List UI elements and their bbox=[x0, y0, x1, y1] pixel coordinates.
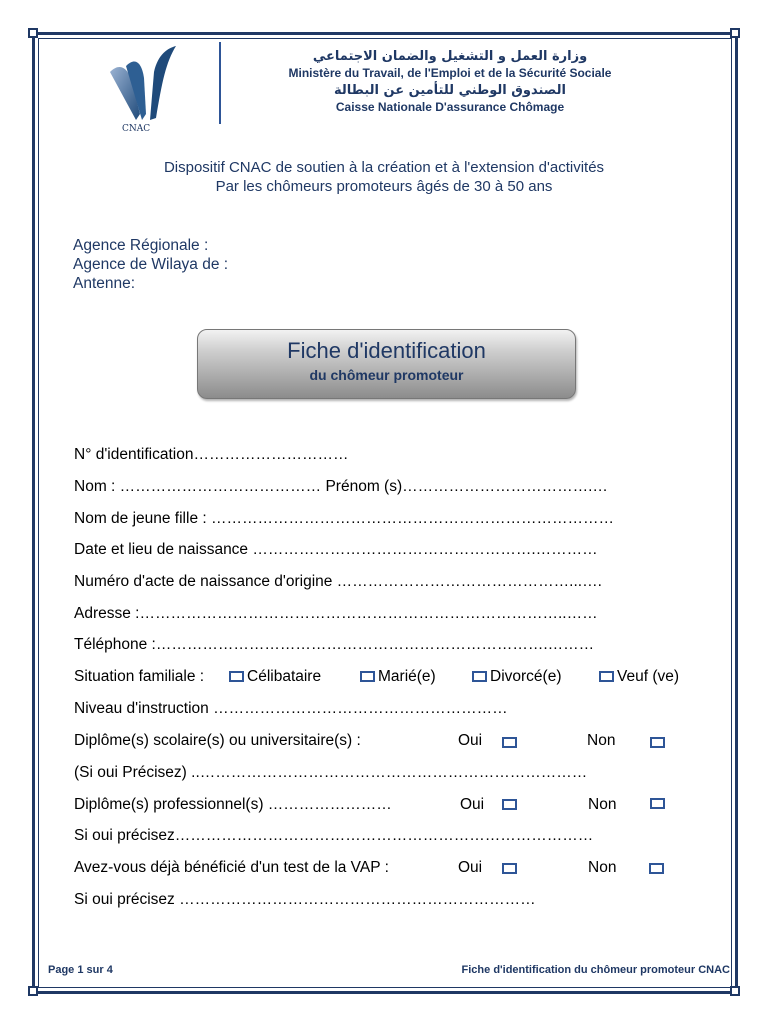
header-divider bbox=[219, 42, 221, 124]
field-niveau-instruction[interactable]: Niveau d'instruction ………………………………………………… bbox=[74, 700, 508, 717]
label-veuf: Veuf (ve) bbox=[617, 668, 680, 685]
field-si-oui-precisez-1[interactable]: (Si oui Précisez) ..………………………………………………………………… bbox=[74, 764, 588, 781]
checkbox-diplome-scolaire-oui[interactable] bbox=[502, 737, 517, 748]
dispositif-line-2: Par les chômeurs promoteurs âgés de 30 à 50 ans bbox=[215, 178, 553, 195]
label-marie: Marié(e) bbox=[378, 668, 436, 685]
dispositif-line-1: Dispositif CNAC de soutien à la création et à l'extension d'activités bbox=[163, 159, 605, 176]
checkbox-vap-non[interactable] bbox=[649, 863, 664, 874]
prenom-label: Prénom (s)……………………………….… bbox=[325, 478, 608, 495]
checkbox-diplome-pro-non[interactable] bbox=[650, 798, 665, 809]
frame-corner bbox=[28, 28, 38, 38]
fund-arabic: الصندوق الوطني للتأمين عن البطالة bbox=[334, 83, 566, 98]
label-divorce: Divorcé(e) bbox=[490, 668, 562, 685]
ministry-arabic: وزارة العمل و التشغيل والضمان الاجتماعي bbox=[312, 49, 588, 64]
vap-non-label: Non bbox=[588, 859, 617, 876]
checkbox-veuf[interactable] bbox=[599, 671, 614, 682]
logo-text: CNAC bbox=[122, 124, 151, 132]
field-date-lieu-naissance[interactable]: Date et lieu de naissance ……………………………………………….………… bbox=[74, 541, 598, 558]
option-divorce[interactable] bbox=[472, 668, 561, 686]
fund-french: Caisse Nationale D'assurance Chômage bbox=[335, 100, 565, 114]
agence-regionale: Agence Régionale : bbox=[73, 237, 209, 254]
diplome-scolaire-oui-label: Oui bbox=[458, 732, 483, 749]
nom-label: Nom : ………………………………… bbox=[74, 478, 326, 495]
frame-corner bbox=[730, 986, 740, 996]
diplome-pro-oui-label: Oui bbox=[460, 796, 485, 813]
field-si-oui-precisez-2[interactable]: Si oui précisez……………………………………………………………………… bbox=[74, 827, 594, 844]
checkbox-celibataire[interactable] bbox=[229, 671, 244, 682]
title-box bbox=[197, 329, 576, 399]
title-main: Fiche d'identification bbox=[287, 338, 486, 363]
footer-document-title: Fiche d'identification du chômeur promoteur CNAC bbox=[461, 964, 730, 976]
checkbox-diplome-pro-oui[interactable] bbox=[502, 799, 517, 810]
checkbox-diplome-scolaire-non[interactable] bbox=[650, 737, 665, 748]
field-acte-naissance[interactable]: Numéro d'acte de naissance d'origine ………………………………………...…. bbox=[74, 573, 602, 590]
field-situation-familiale bbox=[74, 668, 204, 686]
diplome-pro-non-label: Non bbox=[588, 796, 617, 813]
frame-corner bbox=[28, 986, 38, 996]
checkbox-vap-oui[interactable] bbox=[502, 863, 517, 874]
option-marie[interactable] bbox=[360, 668, 436, 686]
ministry-header bbox=[240, 48, 660, 116]
field-telephone[interactable]: Téléphone :………………………………………………………………….……… bbox=[74, 636, 595, 653]
field-diplome-scolaire: Diplôme(s) scolaire(s) ou universitaire(s) : bbox=[74, 732, 361, 749]
field-diplome-professionnel[interactable]: Diplôme(s) professionnel(s) …………………… bbox=[74, 796, 392, 813]
checkbox-marie[interactable] bbox=[360, 671, 375, 682]
field-adresse[interactable]: Adresse :………………………………………………………………………..…… bbox=[74, 605, 598, 622]
field-si-oui-precisez-3[interactable]: Si oui précisez …………………………………………………………… bbox=[74, 891, 536, 908]
agence-block bbox=[73, 236, 228, 293]
label-celibataire: Célibataire bbox=[247, 668, 322, 685]
antenne: Antenne: bbox=[73, 275, 136, 292]
field-identification[interactable]: N° d'identification………………………… bbox=[74, 446, 349, 463]
agence-wilaya: Agence de Wilaya de : bbox=[73, 256, 229, 273]
field-vap: Avez-vous déjà bénéficié d'un test de la VAP : bbox=[74, 859, 389, 876]
diplome-scolaire-non-label: Non bbox=[587, 732, 616, 749]
ministry-french: Ministère du Travail, de l'Emploi et de la Sécurité Sociale bbox=[288, 66, 612, 80]
vap-oui-label: Oui bbox=[458, 859, 483, 876]
field-nom-jeune-fille[interactable]: Nom de jeune fille : …………………………………………………………………… bbox=[74, 510, 614, 527]
frame-corner bbox=[730, 28, 740, 38]
footer-page-number: Page 1 sur 4 bbox=[48, 964, 113, 976]
checkbox-divorce[interactable] bbox=[472, 671, 487, 682]
cnac-logo bbox=[106, 42, 182, 132]
field-nom-prenom[interactable] bbox=[74, 478, 608, 496]
situation-label: Situation familiale : bbox=[74, 668, 205, 685]
title-sub: du chômeur promoteur bbox=[309, 367, 464, 383]
dispositif-text bbox=[60, 158, 708, 196]
option-celibataire[interactable] bbox=[229, 668, 321, 686]
option-veuf[interactable] bbox=[599, 668, 679, 686]
